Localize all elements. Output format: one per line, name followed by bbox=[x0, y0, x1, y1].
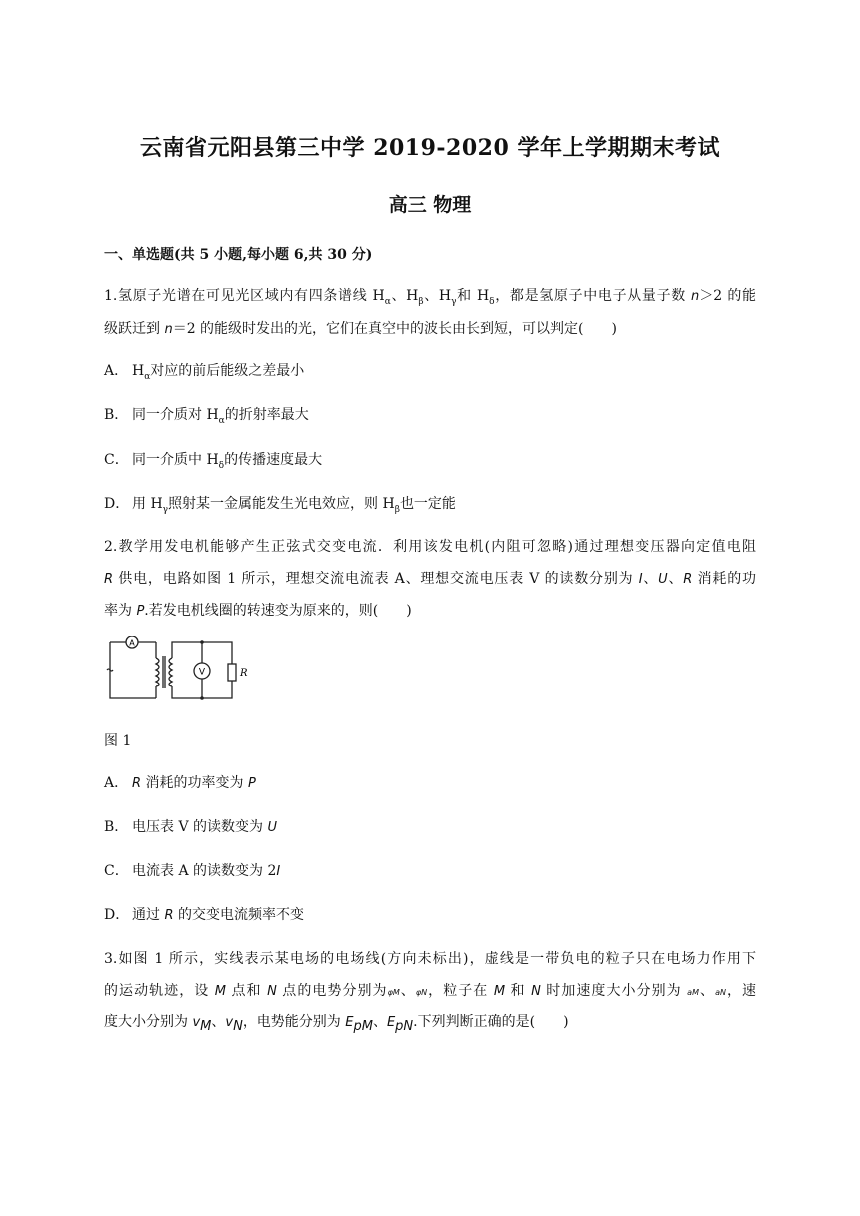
q2-option-d: D． 通过 R 的交变电流频率不变 bbox=[104, 907, 304, 923]
q2-stem-line-1: 2.教学用发电机能够产生正弦式交变电流．利用该发电机(内阻可忽略)通过理想变压器向定值电阻 bbox=[104, 539, 756, 555]
q2-stem-line-2: R 供电，电路如图 1 所示，理想交流电流表 A、理想交流电压表 V 的读数分别为 I、U、R 消耗的功 bbox=[104, 571, 756, 587]
q2-option-c: C． 电流表 A 的读数变为 2I bbox=[104, 863, 281, 879]
exam-title: 云南省元阳县第三中学 2019-2020 学年上学期期末考试 bbox=[140, 135, 720, 161]
exam-subtitle: 高三 物理 bbox=[388, 194, 472, 216]
q1-option-c: C． 同一介质中 $H_\delta$的传播速度最大 bbox=[104, 452, 323, 471]
q1-stem-line-1: 1.氢原子光谱在可见光区域内有四条谱线 $H_\alpha$、$H_\beta$、$H_\gamma$和 $H_\delta$，都是氢原子中电子从量子数 n＞2 的能 bbox=[104, 288, 756, 307]
svg-text:A: A bbox=[129, 638, 135, 648]
q2-option-a: A． R 消耗的功率变为 P bbox=[104, 775, 256, 791]
section-heading: 一、单选题(共 5 小题,每小题 6,共 30 分) bbox=[104, 247, 373, 263]
resistor-symbol bbox=[228, 664, 236, 681]
q3-stem-line-3: 度大小分别为 $v_M$、$v_N$，电势能分别为 $E_{pM}$、$E_{pN}$.下列判断正确的是( ) bbox=[104, 1014, 569, 1034]
circuit-diagram bbox=[104, 636, 254, 706]
q2-figure-caption: 图 1 bbox=[104, 733, 132, 749]
svg-text:R: R bbox=[240, 668, 248, 679]
q2-option-b: B． 电压表 V 的读数变为 U bbox=[104, 819, 277, 835]
q1-stem-line-2: 级跃迁到 n＝2 的能级时发出的光，它们在真空中的波长由长到短，可以判定( ) bbox=[104, 321, 617, 337]
q1-option-d: D． 用 $H_\gamma$照射某一金属能发生光电效应，则 $H_\beta$也一定能 bbox=[104, 496, 456, 515]
q1-option-a: A． $H_\alpha$对应的前后能级之差最小 bbox=[104, 363, 305, 382]
svg-text:V: V bbox=[198, 667, 206, 678]
q3-stem-line-1: 3.如图 1 所示，实线表示某电场的电场线(方向未标出)，虚线是一带负电的粒子只在电场力作用下 bbox=[104, 951, 756, 967]
q2-stem-line-3: 率为 P.若发电机线圈的转速变为原来的，则( ) bbox=[104, 603, 412, 619]
q1-option-b: B． 同一介质对 $H_\alpha$的折射率最大 bbox=[104, 407, 309, 426]
q3-stem-line-2: 的运动轨迹，设 M 点和 N 点的电势分别为φM、φN，粒子在 M 和 N 时加速度大小分别为 aM、aN，速 bbox=[104, 983, 757, 999]
